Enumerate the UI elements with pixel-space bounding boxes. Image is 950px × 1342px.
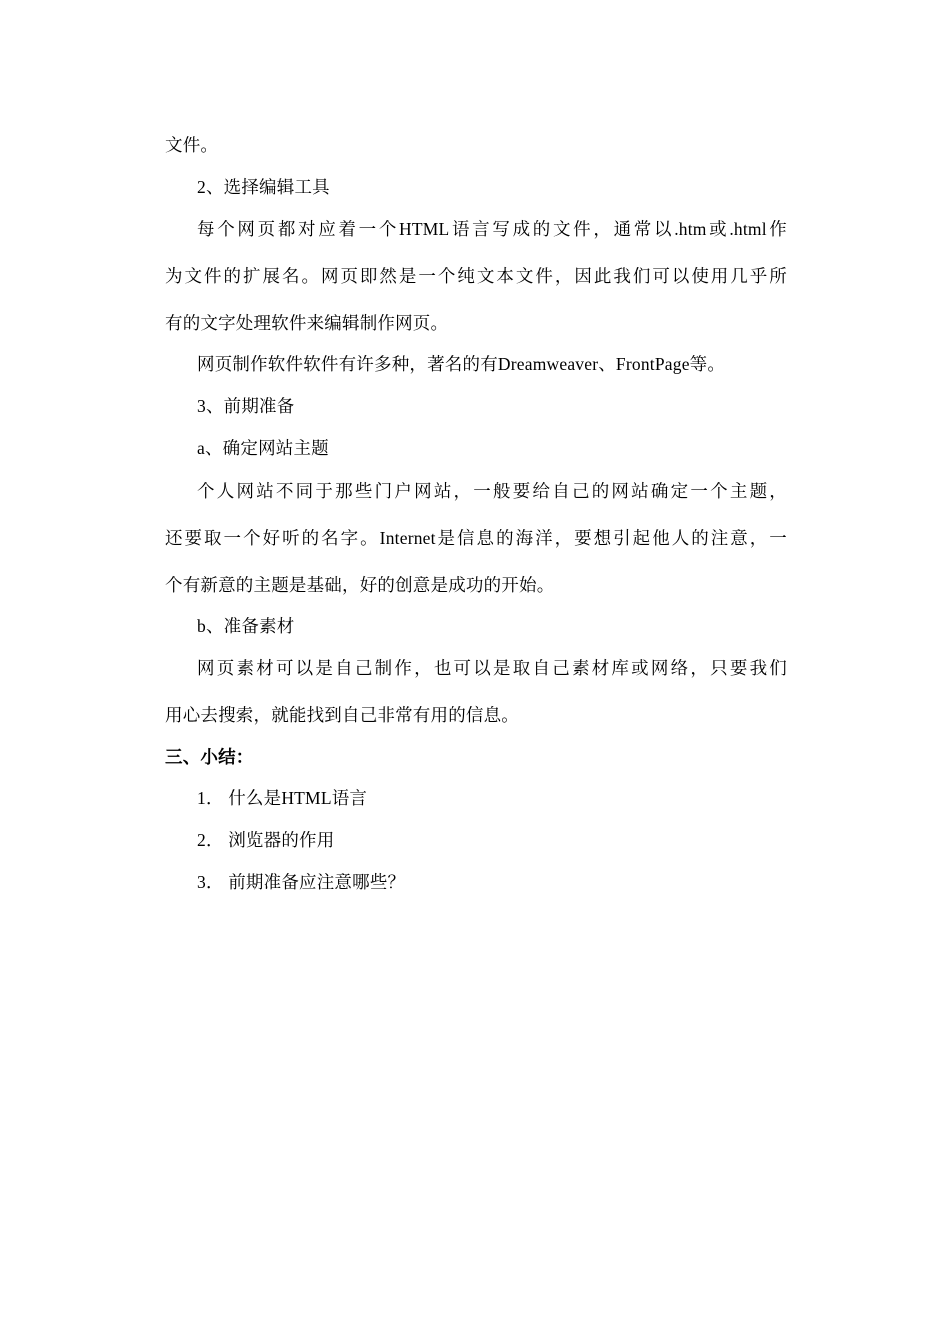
summary-item: 1． 什么是HTML语言 — [197, 788, 368, 808]
paragraph-line: 网页制作软件软件有许多种，著名的有Dreamweaver、FrontPage等。 — [197, 354, 726, 374]
paragraph-line: 个有新意的主题是基础，好的创意是成功的开始。 — [165, 575, 555, 595]
paragraph-line: 每个网页都对应着一个HTML语言写成的文件，通常以.htm或.html作 — [197, 219, 787, 239]
paragraph-line: 有的文字处理软件来编辑制作网页。 — [165, 313, 449, 333]
summary-item: 2． 浏览器的作用 — [197, 830, 335, 850]
summary-heading: 三、小结： — [165, 747, 254, 767]
paragraph-line: 还要取一个好听的名字。Internet是信息的海洋，要想引起他人的注意，一 — [165, 528, 787, 548]
paragraph-line: 网页素材可以是自己制作，也可以是取自己素材库或网络，只要我们 — [197, 658, 787, 678]
summary-item: 3． 前期准备应注意哪些？ — [197, 872, 406, 892]
paragraph-line: 为文件的扩展名。网页即然是一个纯文本文件，因此我们可以使用几乎所 — [165, 266, 787, 286]
subsection-heading: a、确定网站主题 — [197, 438, 329, 458]
section-heading: 2、选择编辑工具 — [197, 177, 330, 197]
paragraph-line: 个人网站不同于那些门户网站，一般要给自己的网站确定一个主题， — [197, 481, 787, 501]
paragraph-line: 用心去搜索，就能找到自己非常有用的信息。 — [165, 705, 519, 725]
subsection-heading: b、准备素材 — [197, 616, 295, 636]
section-heading: 3、前期准备 — [197, 396, 295, 416]
paragraph-line: 文件。 — [165, 135, 219, 155]
